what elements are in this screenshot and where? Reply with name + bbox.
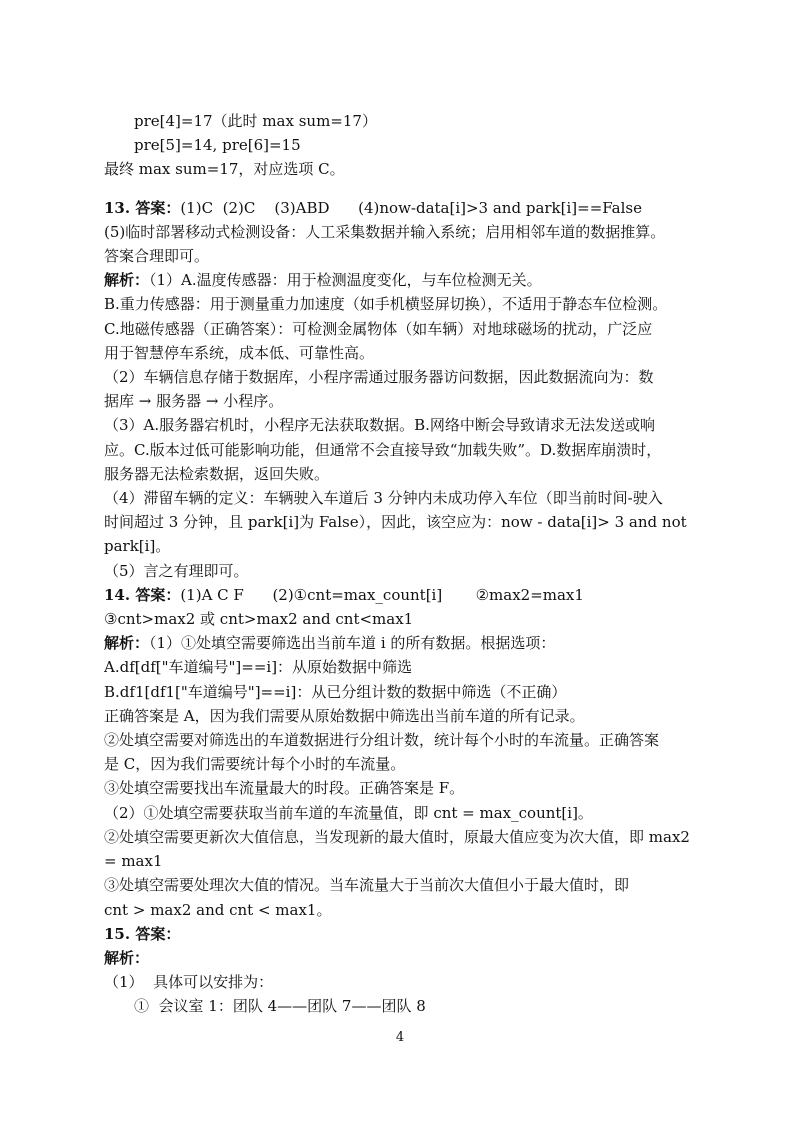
text-line: 最终 max sum=17，对应选项 C。 <box>104 160 345 179</box>
text-line: ③cnt>max2 或 cnt>max2 and cnt<max1 <box>104 610 414 629</box>
answer-text: (1)C (2)C (3)ABD (4)now-data[i]>3 and park[i]==False <box>180 198 642 217</box>
page-number: 4 <box>395 1030 405 1045</box>
text-line: C.地磁传感器（正确答案）：可检测金属物体（如车辆）对地球磁场的扰动，广泛应 <box>104 319 653 338</box>
analysis-label: 解析： <box>104 271 150 290</box>
text-line: park[i]。 <box>104 537 171 556</box>
text-line: 据库 → 服务器 → 小程序。 <box>104 392 284 411</box>
text-line: 时间超过 3 分钟，且 park[i]为 False），因此，该空应为：now - data[i]> 3 and not <box>104 513 687 532</box>
text-line: （4）滞留车辆的定义：车辆驶入车道后 3 分钟内未成功停入车位（即当前时间-驶入 <box>104 489 663 508</box>
text-line: （5）言之有理即可。 <box>104 561 249 580</box>
analysis-line <box>104 631 700 655</box>
text-line: 服务器无法检索数据，返回失败。 <box>104 464 330 483</box>
answer-line-q14 <box>104 583 700 607</box>
text-line: 用于智慧停车系统，成本低、可靠性高。 <box>104 343 375 362</box>
text-line: ②处填空需要更新次大值信息，当发现新的最大值时，原最大值应变为次大值，即 max2 <box>104 827 690 846</box>
text-line: B.df1[df1["车道编号"]==i]：从已分组计数的数据中筛选（不正确） <box>104 682 567 701</box>
text-line: （3）A.服务器宕机时，小程序无法获取数据。B.网络中断会导致请求无法发送或响 <box>104 416 655 435</box>
question-number-14: 14. 答案： <box>104 585 181 604</box>
text-line: B.重力传感器：用于测量重力加速度（如手机横竖屏切换），不适用于静态车位检测。 <box>104 295 668 314</box>
question-number-15: 15. 答案： <box>104 924 181 943</box>
text-line: 应。C.版本过低可能影响功能，但通常不会直接导致“加载失败”。D.数据库崩溃时， <box>104 440 662 459</box>
answer-text: (1)A C F (2)①cnt=max_count[i] ②max2=max1 <box>180 585 584 604</box>
text-line: pre[5]=14, pre[6]=15 <box>134 136 301 155</box>
text-line: pre[4]=17（此时 max sum=17） <box>134 112 377 130</box>
analysis-line <box>104 268 700 292</box>
text-line: cnt > max2 and cnt < max1。 <box>104 900 332 919</box>
page-content <box>104 109 700 1019</box>
spacer <box>104 182 700 196</box>
answer-line-q13 <box>104 196 700 220</box>
text-line: = max1 <box>104 852 163 871</box>
text-line: （2）①处填空需要获取当前车道的车流量值，即 cnt = max_count[i]。 <box>104 803 593 822</box>
analysis-text: （1）①处填空需要筛选出当前车道 i 的所有数据。根据选项： <box>149 634 556 653</box>
text-line: （1） 具体可以安排为： <box>104 973 274 992</box>
text-line: （2）车辆信息存储于数据库，小程序需通过服务器访问数据，因此数据流向为：数 <box>104 368 654 387</box>
text-line: 答案合理即可。 <box>104 247 210 266</box>
text-line: ③处填空需要处理次大值的情况。当车流量大于当前次大值但小于最大值时，即 <box>104 876 630 895</box>
text-line: ③处填空需要找出车流量最大的时段。正确答案是 F。 <box>104 779 465 798</box>
text-line: 是 C，因为我们需要统计每个小时的车流量。 <box>104 755 406 774</box>
text-line: A.df[df["车道编号"]==i]：从原始数据中筛选 <box>104 658 413 677</box>
text-line: ① 会议室 1：团队 4——团队 7——团队 8 <box>134 997 426 1016</box>
analysis-text: （1）A.温度传感器：用于检测温度变化，与车位检测无关。 <box>149 271 542 290</box>
text-line: 正确答案是 A，因为我们需要从原始数据中筛选出当前车道的所有记录。 <box>104 706 585 725</box>
analysis-label: 解析： <box>104 948 150 967</box>
text-line: (5)临时部署移动式检测设备：人工采集数据并输入系统；启用相邻车道的数据推算。 <box>104 222 666 241</box>
question-number-13: 13. 答案： <box>104 198 181 217</box>
analysis-label: 解析： <box>104 634 150 653</box>
text-line: ②处填空需要对筛选出的车道数据进行分组计数，统计每个小时的车流量。正确答案 <box>104 731 660 750</box>
